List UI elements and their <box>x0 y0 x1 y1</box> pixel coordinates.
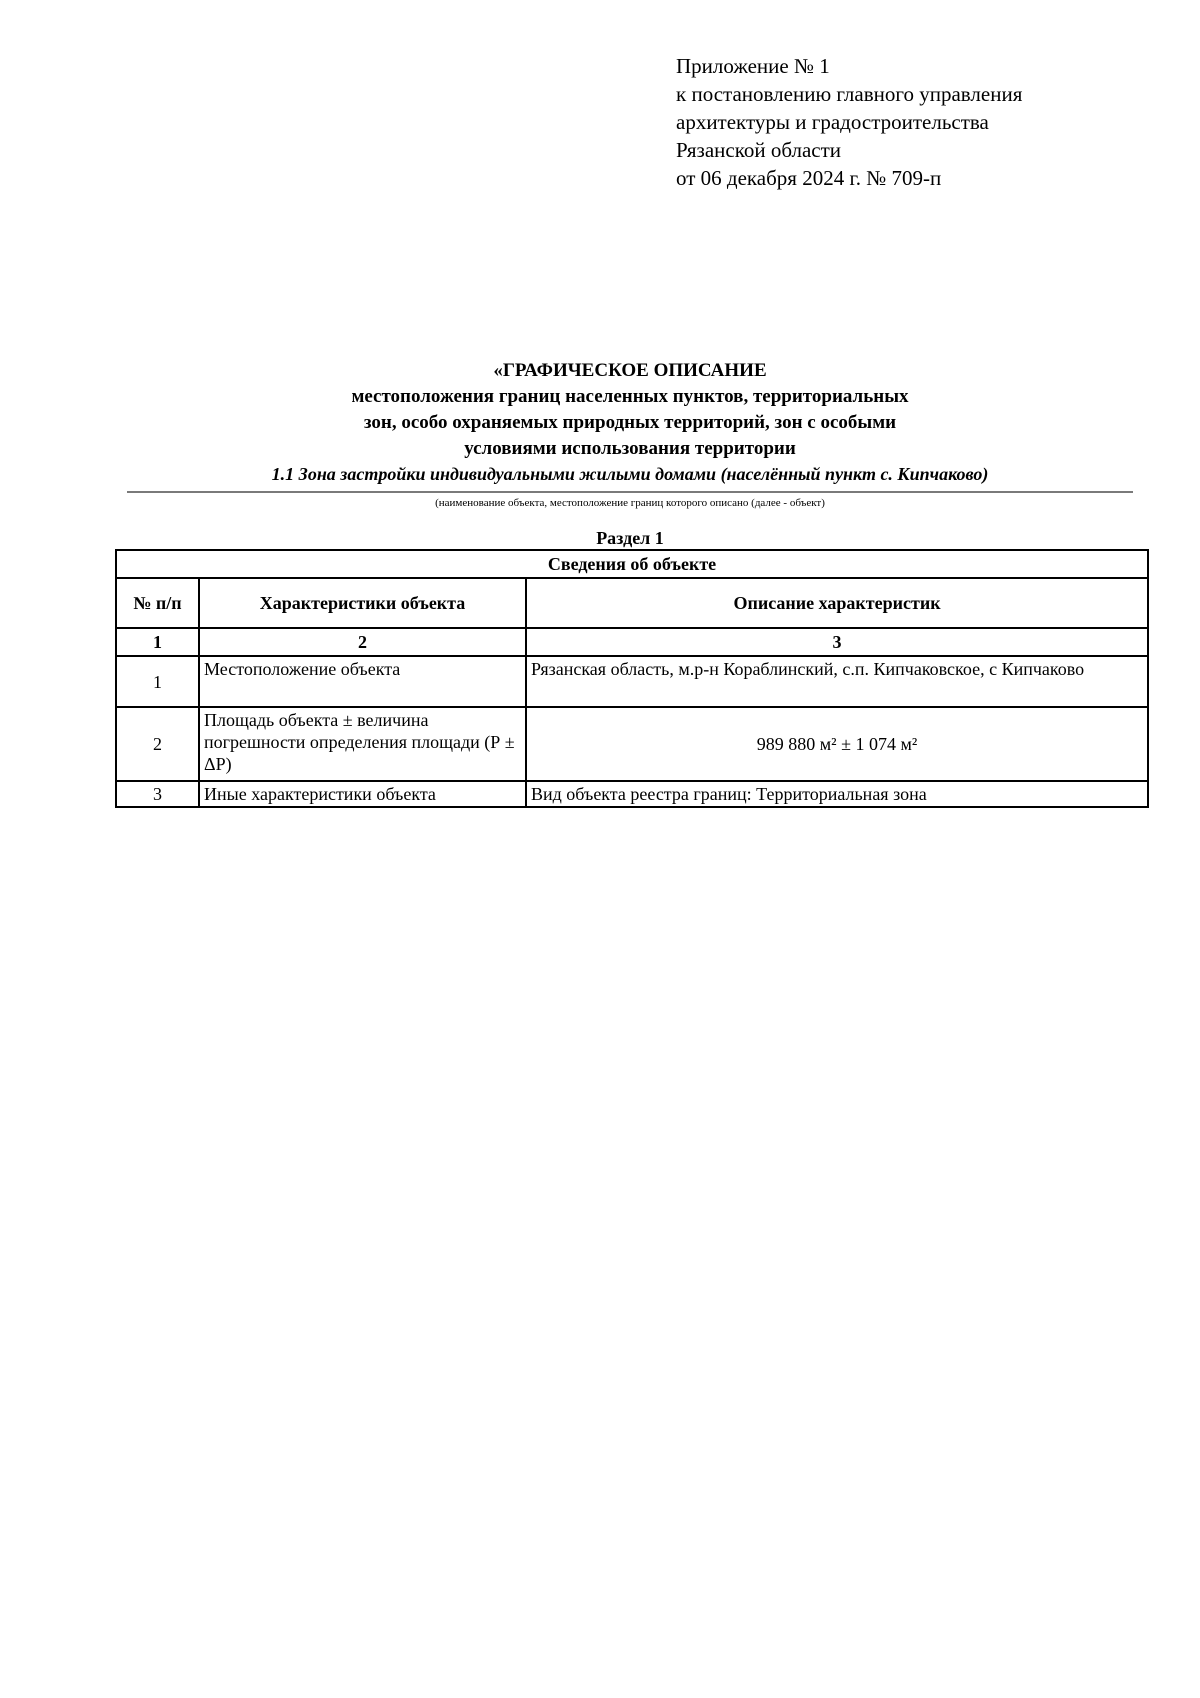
object-info-table <box>115 549 1149 808</box>
document-title <box>115 358 1145 489</box>
table-row <box>116 656 1148 707</box>
object-name-underline <box>127 491 1133 493</box>
title-line: зон, особо охраняемых природных территорий, зон с особыми <box>363 412 897 433</box>
appendix-line: к постановлению главного управления <box>676 82 1023 106</box>
section-title: Раздел 1 <box>596 528 664 548</box>
row-number: 2 <box>116 707 199 781</box>
row-characteristic: Площадь объекта ± величина погрешности определения площади (Р ± ΔР) <box>199 707 526 781</box>
appendix-line: Рязанской области <box>676 138 842 162</box>
column-number: 2 <box>199 628 526 656</box>
header-characteristic: Характеристики объекта <box>199 578 526 628</box>
row-number: 1 <box>116 656 199 707</box>
header-number: № п/п <box>116 578 199 628</box>
title-line: местоположения границ населенных пунктов, территориальных <box>351 386 909 407</box>
row-characteristic: Местоположение объекта <box>199 656 526 707</box>
appendix-line: Приложение № 1 <box>676 54 830 78</box>
object-name: 1.1 Зона застройки индивидуальными жилыми домами (населённый пункт с. Кипчаково) <box>271 464 989 484</box>
table-row <box>116 707 1148 781</box>
appendix-line: архитектуры и градостроительства <box>676 110 989 134</box>
header-description: Описание характеристик <box>526 578 1148 628</box>
title-line: условиями использования территории <box>464 438 796 459</box>
appendix-note <box>676 52 1156 192</box>
table-row <box>116 781 1148 807</box>
row-description: Вид объекта реестра границ: Территориальная зона <box>526 781 1148 807</box>
table-caption: Сведения об объекте <box>116 550 1148 578</box>
object-name-caption: (наименование объекта, местоположение границ которого описано (далее - объект) <box>435 497 825 509</box>
title-line: «ГРАФИЧЕСКОЕ ОПИСАНИЕ <box>493 360 767 381</box>
row-number: 3 <box>116 781 199 807</box>
column-number: 3 <box>526 628 1148 656</box>
row-description: 989 880 м² ± 1 074 м² <box>526 707 1148 781</box>
row-characteristic: Иные характеристики объекта <box>199 781 526 807</box>
column-number: 1 <box>116 628 199 656</box>
row-description: Рязанская область, м.р-н Кораблинский, с.п. Кипчаковское, с Кипчаково <box>526 656 1148 707</box>
appendix-line: от 06 декабря 2024 г. № 709-п <box>676 166 942 190</box>
